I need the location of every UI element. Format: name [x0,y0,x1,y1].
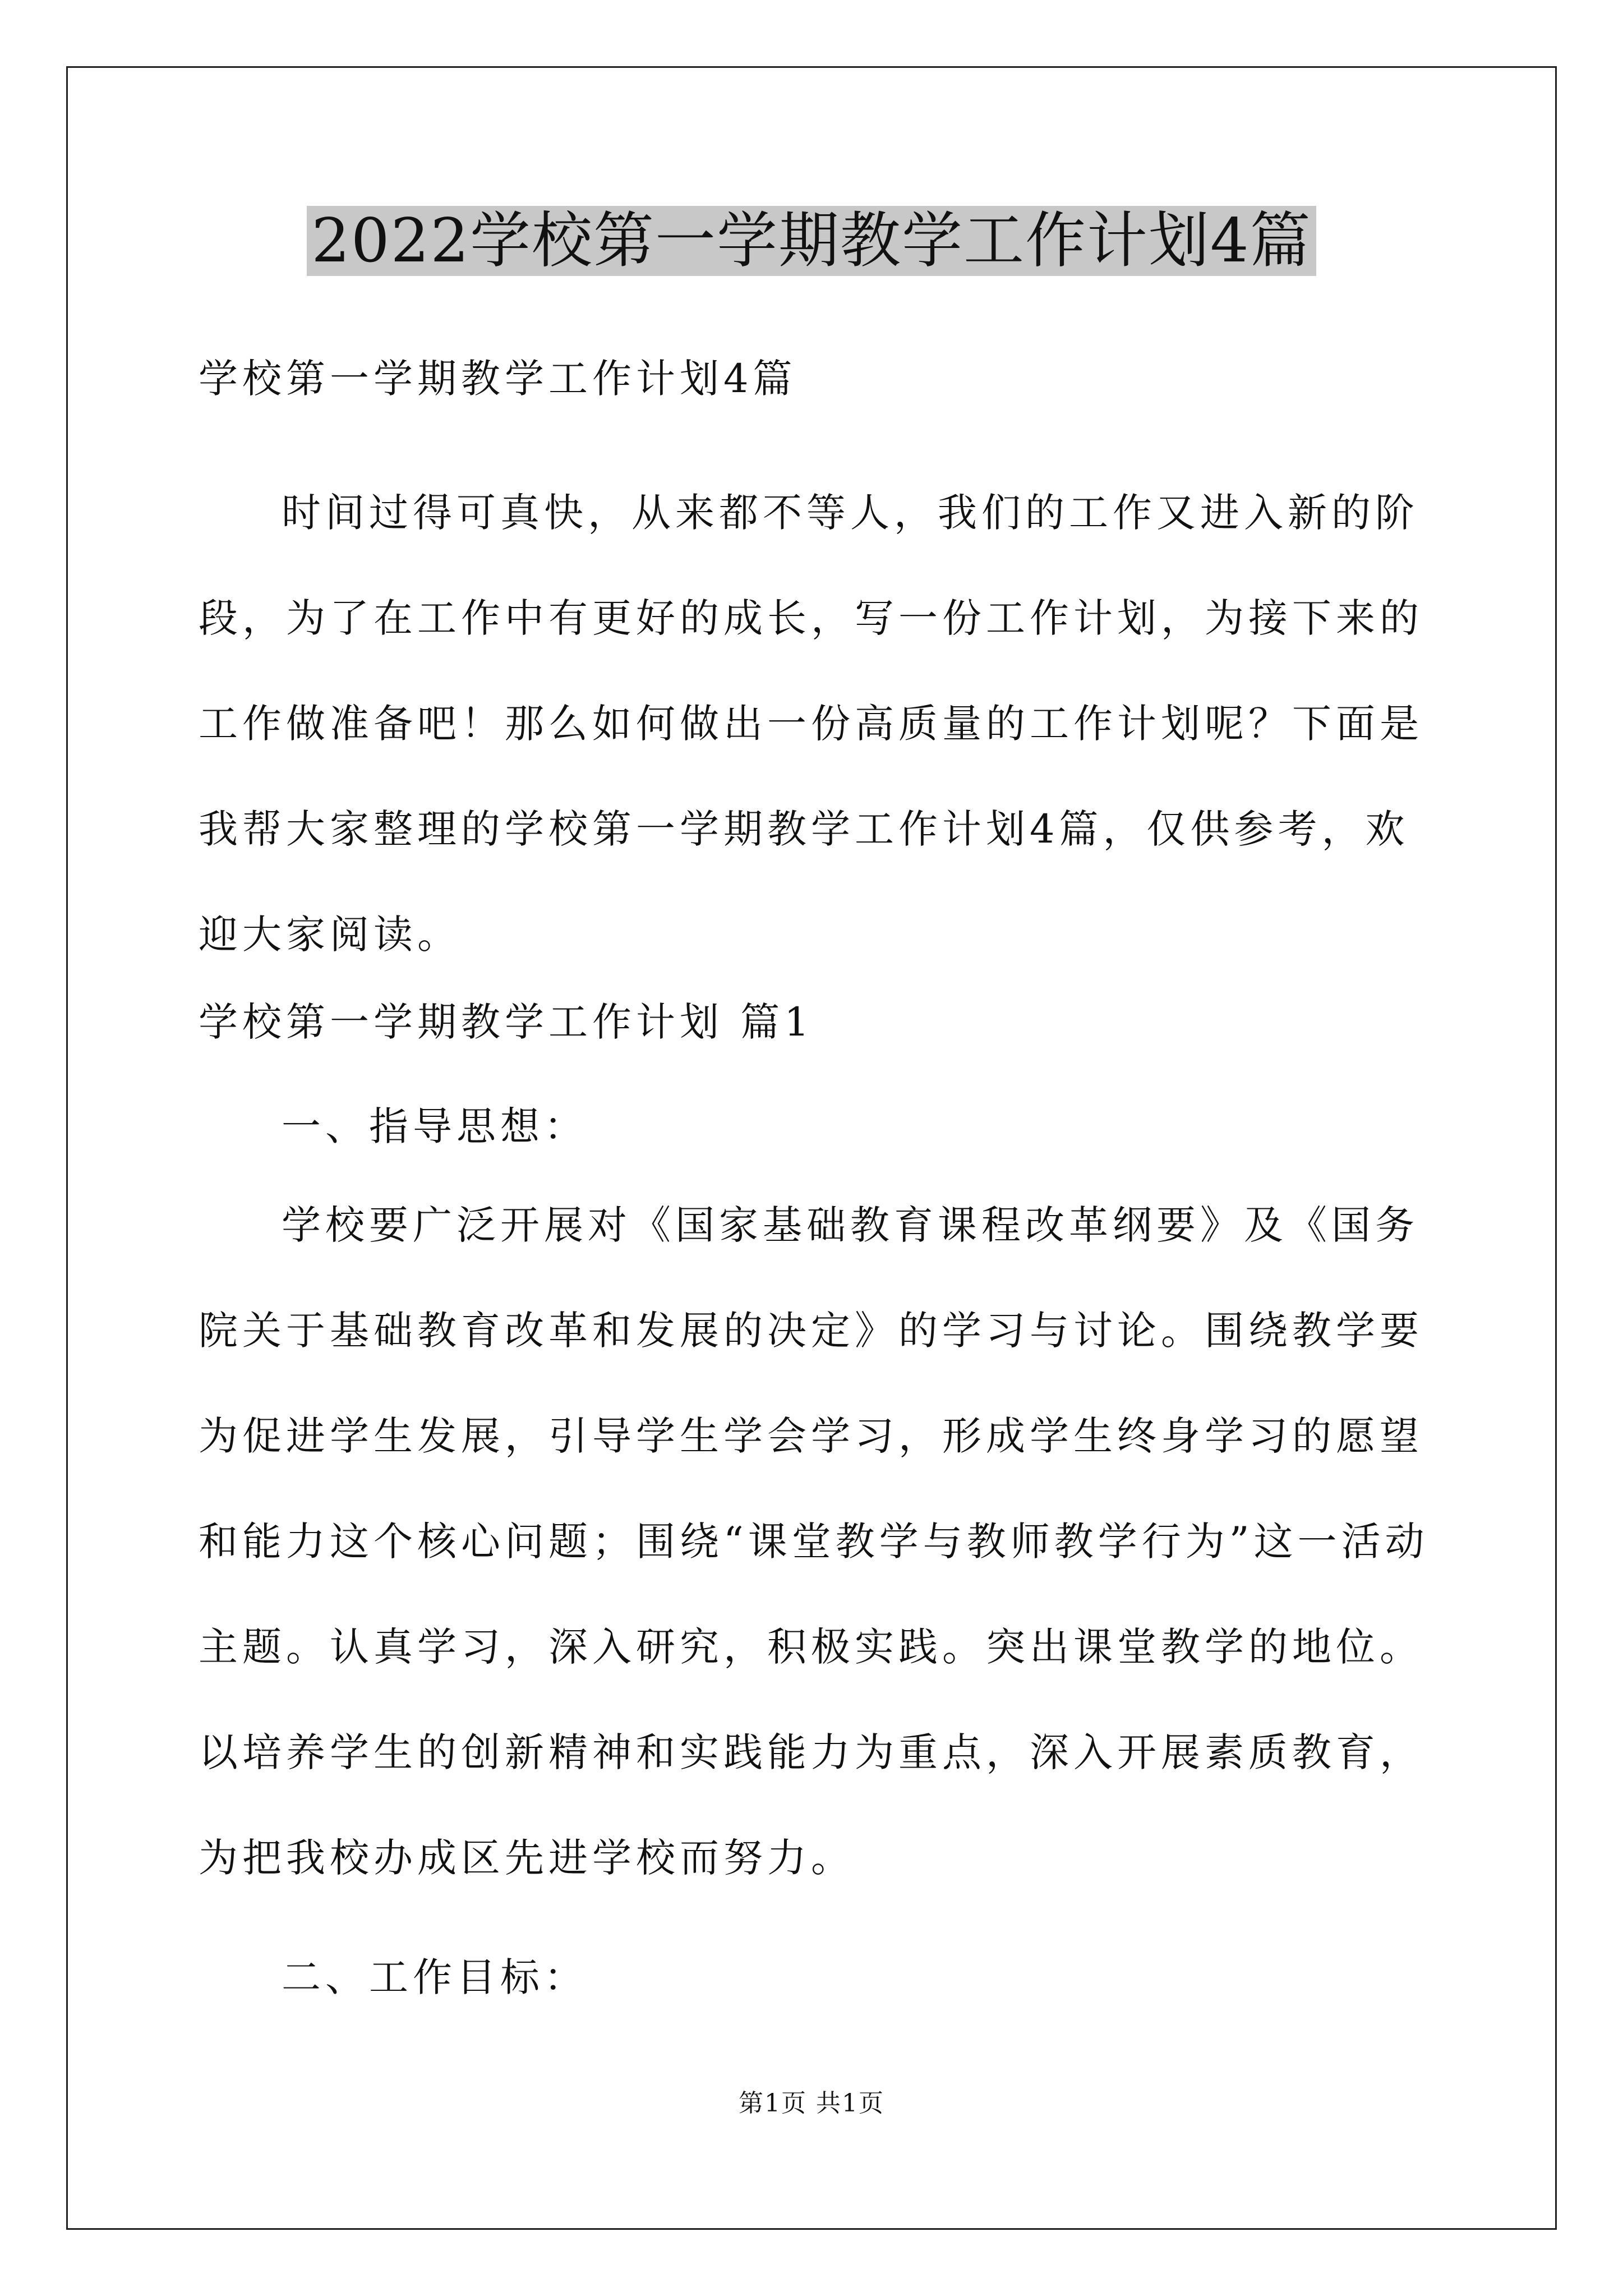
document-subtitle: 学校第一学期教学工作计划4篇 [199,356,797,402]
heading-guiding-ideology: 一、指导思想： [282,1103,588,1149]
document-title-text: 2022学校第一学期教学工作计划4篇 [307,206,1316,276]
section-title: 学校第一学期教学工作计划 篇1 [199,999,814,1045]
heading-work-goals: 二、工作目标： [282,1954,588,2000]
body-paragraph: 学校要广泛开展对《国家基础教育课程改革纲要》及《国务院关于基础教育改革和发展的决定》的学习与讨论。围绕教学要为促进学生发展，引导学生学会学习，形成学生终身学习的愿望和能力这个核心问题；围绕“课堂教学与教师教学行为”这一活动主题。认真学习，深入研究，积极实践。突出课堂教学的地位。以培养学生的创新精神和实践能力为重点，深入开展素质教育，为把我校办成区先进学校而努力。 [199,1202,1429,1881]
intro-paragraph: 时间过得可真快，从来都不等人，我们的工作又进入新的阶段，为了在工作中有更好的成长，写一份工作计划，为接下来的工作做准备吧！那么如何做出一份高质量的工作计划呢？下面是我帮大家整理的学校第一学期教学工作计划4篇，仅供参考，欢迎大家阅读。 [199,490,1423,958]
page-footer: 第1页 共1页 [739,2089,884,2118]
document-title [0,202,1623,280]
